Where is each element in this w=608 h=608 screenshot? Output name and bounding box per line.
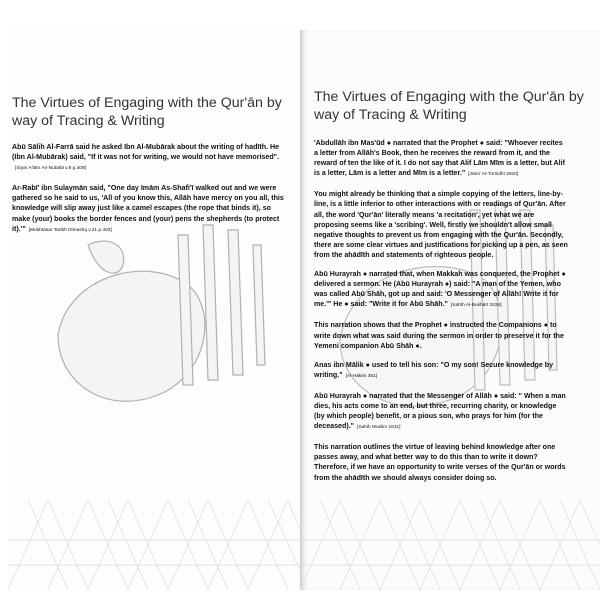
citation: [Sahīh Al-Bukhārī 2434] bbox=[450, 303, 502, 309]
paragraph bbox=[314, 269, 568, 311]
paragraph bbox=[314, 442, 568, 482]
paragraph bbox=[12, 142, 286, 174]
body-text bbox=[12, 142, 286, 245]
paragraph-text: You might already be thinking that a simple copying of the letters, line-by-line, is a little inferior to other interactions with or readings of Qur'ān. After all, the word 'Qur'ān' literally means 'a recitation', yet what we are proposing seems like a 'scribing'. Well, firstly we shouldn't allow small negative thoughts to prevent us from engaging with the Qur'ān. Secondly, there are some clear virtues and justifications for picking up a pen, as seen from the ahādīth and statements of righteous people. bbox=[314, 190, 568, 259]
paragraph-text: Abū Hurayrah ● narrated that the Messenger of Allāh ● said: " When a man dies, his acts come to an end, but three, recurring charity, or knowledge (by which people) benefit, or a pious son, who prays for him (for the deceased)." bbox=[314, 391, 566, 431]
paragraph bbox=[314, 320, 568, 350]
paragraph bbox=[12, 183, 286, 235]
citation: [Mukhtasar Tarīkh Dimashq v.21 p.403] bbox=[28, 227, 112, 233]
left-page bbox=[8, 30, 300, 590]
page-title: The Virtues of Engaging with the Qur'ān by way of Tracing & Writing bbox=[314, 89, 584, 123]
paragraph-text: Anas ibn Mālik ● used to tell his son: "O my son! Secure knowledge by writing." bbox=[314, 360, 554, 379]
citation: [Siyar A'lām An-Nubalā v.8 p.409] bbox=[15, 166, 86, 172]
paragraph bbox=[314, 360, 568, 382]
citation: [Jāmi' At-Tirmidhī 2910] bbox=[468, 172, 519, 178]
page-title: The Virtues of Engaging with the Qur'ān by way of Tracing & Writing bbox=[12, 95, 282, 129]
paragraph-text: Abū Sālih Al-Farrā said he asked Ibn Al-Mubārak about the writing of hadīth. He (Ibn Al-Mubārak) said, "If it was not for writing, we would not have memorised". bbox=[12, 143, 280, 162]
paragraph bbox=[314, 189, 568, 260]
citation: [Al-Hākim 361] bbox=[345, 373, 378, 379]
paragraph-text: This narration shows that the Prophet ● instructed the Companions ● to write down what was said during the sermon in order to preserve it for the Yemeni companion Abū Shāh ●. bbox=[314, 321, 564, 350]
paragraph-text: 'Abdullāh ibn Mas'ūd ● narrated that the Prophet ● said: "Whoever recites a letter from Allāh's Book, then he receives the reward from it, and the reward of ten the like of it. I do not say that Alif Lām Mīm is a letter, but Alif is a letter, Lām is a letter and Mīm is a letter." bbox=[314, 139, 565, 178]
geometric-pattern bbox=[8, 440, 300, 590]
paragraph bbox=[314, 391, 568, 433]
citation: [Sahih Muslim 1631] bbox=[357, 425, 401, 431]
paragraph-text: Ar-Rabī' ibn Sulaymān said, "One day Imām As-Shafi'ī walked out and we were gathered so he said to us, 'All of you know this, Allāh have mercy on you all, this knowledge will slip away just like a camel escapes (the rope that binds it), so make (your) books the border fences and (your) pens the shepherds (to protect it).'" bbox=[12, 184, 284, 233]
right-page bbox=[300, 30, 600, 590]
paragraph-text: This narration outlines the virtue of leaving behind knowledge after one passes away, and what better way to do this than to write it down? Therefore, if we have an opportunity to write verses of the Qur'ān or words from the ahādīth we should always consider doing so. bbox=[314, 443, 566, 482]
calligraphy-logo bbox=[28, 215, 278, 425]
paragraph bbox=[314, 138, 568, 180]
paragraph-text: Abū Hurayrah ● narrated that, when Makkah was conquered, the Prophet ● delivered a sermon. He (Abū Hurayrah ●) said: "A man of the Yemen, who was called Abū Shāh, got up and said: 'O Messenger of Allāh! Write it for me.'" He ● said: "Write it for Abū Shāh." bbox=[314, 270, 566, 309]
body-text bbox=[314, 138, 568, 492]
